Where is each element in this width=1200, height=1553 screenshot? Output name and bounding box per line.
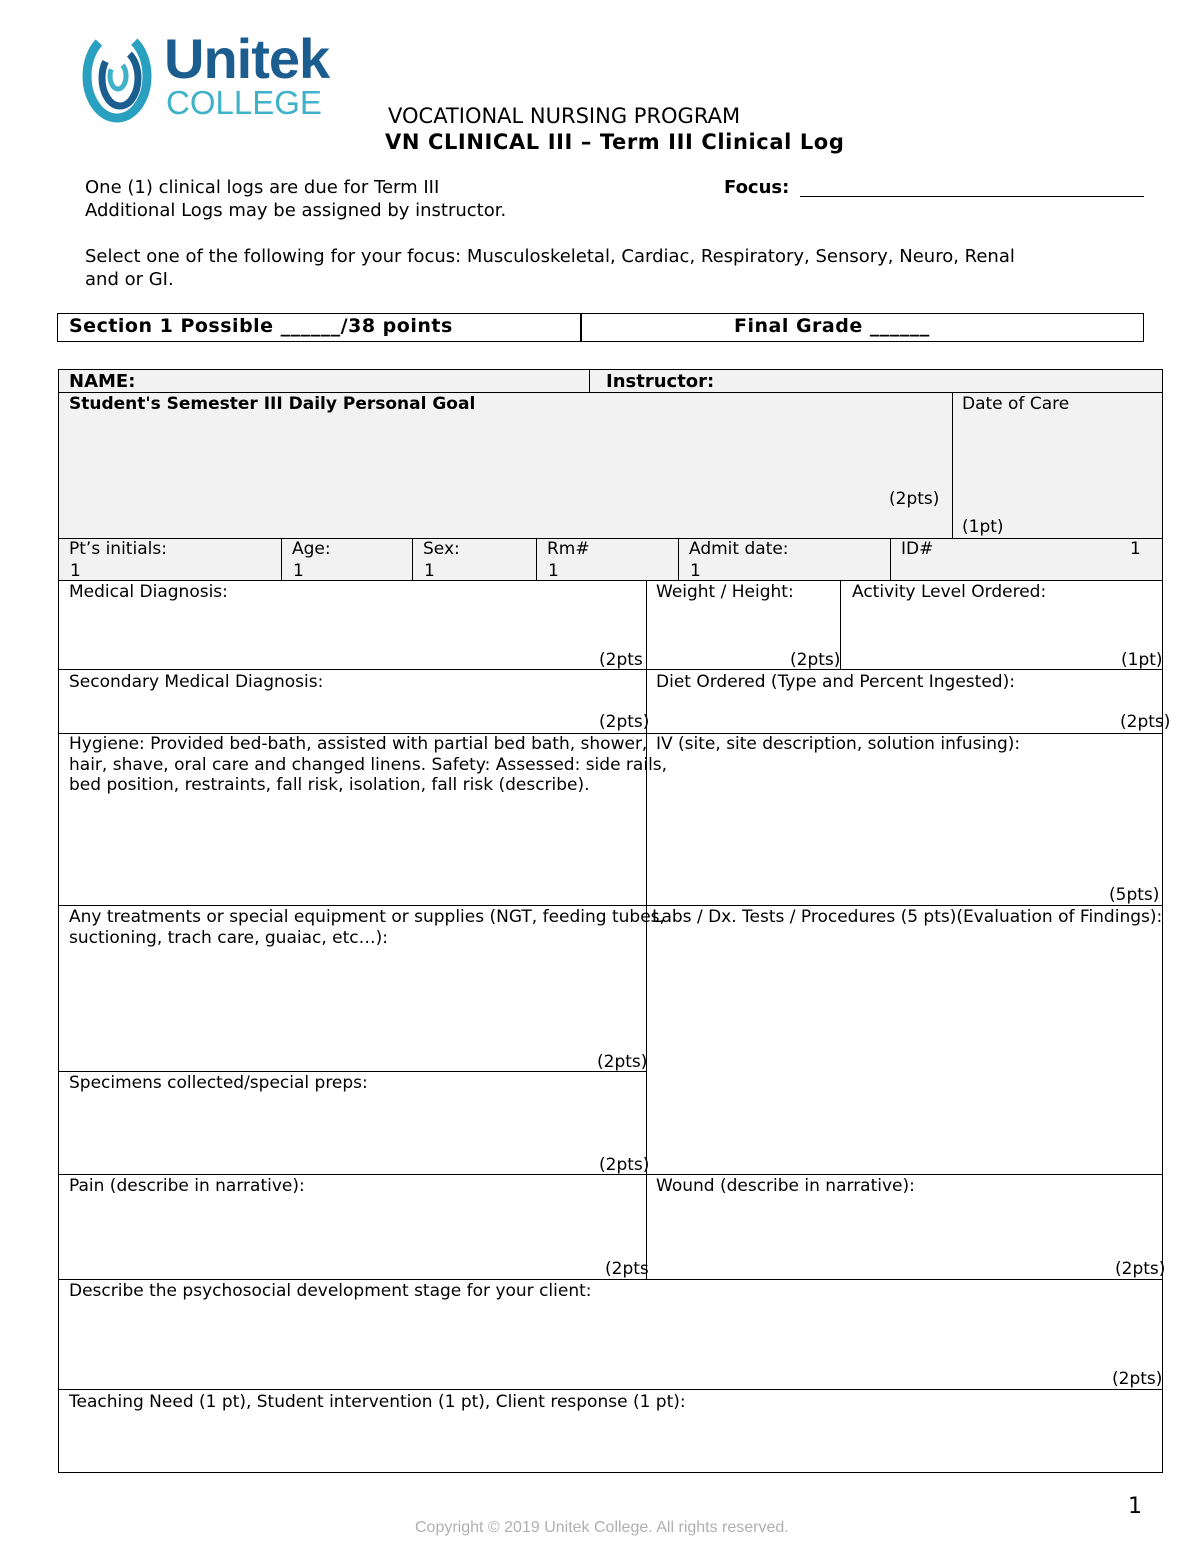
id-label: ID#: [901, 539, 934, 559]
psychosocial-field[interactable]: Describe the psychosocial development stage for your client:: [69, 1281, 592, 1301]
hline-name: [58, 392, 1163, 393]
secondary-diagnosis-field[interactable]: Secondary Medical Diagnosis:: [69, 672, 324, 692]
select-line-1: Select one of the following for your focus: Musculoskeletal, Cardiac, Respiratory, Sensory, Neuro, Renal: [85, 246, 1015, 267]
vline-admit: [678, 538, 679, 580]
logo: [82, 26, 330, 130]
date-points: (1pt): [962, 517, 1004, 537]
medical-diagnosis-field[interactable]: Medical Diagnosis:: [69, 582, 228, 602]
hline-goal: [58, 538, 1163, 539]
select-line-2: and or GI.: [85, 269, 174, 290]
instructor-field[interactable]: Instructor:: [606, 371, 715, 392]
name-field[interactable]: NAME:: [69, 371, 136, 392]
hline-psycho: [58, 1389, 1163, 1390]
weight-height-field[interactable]: Weight / Height:: [656, 582, 794, 602]
teaching-field[interactable]: Teaching Need (1 pt), Student intervention (1 pt), Client response (1 pt):: [69, 1392, 686, 1412]
goal-points: (2pts): [889, 489, 940, 509]
sex-value[interactable]: 1: [424, 561, 435, 581]
hygiene-line-3: bed position, restraints, fall risk, isolation, fall risk (describe).: [69, 775, 590, 795]
vline-rm: [536, 538, 537, 580]
logo-swirl-icon: [82, 26, 156, 126]
intro-line-1: One (1) clinical logs are due for Term III: [85, 177, 440, 198]
admit-date-label: Admit date:: [689, 539, 789, 559]
vline-sex: [412, 538, 413, 580]
personal-goal-field[interactable]: Student's Semester III Daily Personal Goal: [69, 394, 476, 414]
pt-initials-value[interactable]: 1: [70, 561, 81, 581]
date-of-care-field[interactable]: Date of Care: [962, 394, 1070, 414]
pt-initials-label: Pt’s initials:: [69, 539, 167, 559]
hline-pain: [58, 1279, 1163, 1280]
sex-label: Sex:: [423, 539, 460, 559]
pain-points: (2pts: [605, 1259, 649, 1279]
id-value[interactable]: 1: [1130, 539, 1141, 559]
vline-id: [890, 538, 891, 580]
psychosocial-points: (2pts): [1112, 1369, 1163, 1389]
age-value[interactable]: 1: [293, 561, 304, 581]
secondary-diagnosis-points: (2pts): [599, 712, 650, 732]
vline-name: [589, 369, 590, 392]
labs-field[interactable]: Labs / Dx. Tests / Procedures (5 pts)(Evaluation of Findings):: [652, 907, 1163, 927]
wound-field[interactable]: Wound (describe in narrative):: [656, 1176, 915, 1196]
iv-points: (5pts): [1109, 885, 1160, 905]
pain-field[interactable]: Pain (describe in narrative):: [69, 1176, 305, 1196]
iv-field[interactable]: IV (site, site description, solution infusing):: [656, 734, 1021, 754]
hline-treat: [58, 1071, 646, 1072]
section-possible: Section 1 Possible ______/38 points: [69, 315, 453, 337]
copyright: Copyright © 2019 Unitek College. All rights reserved.: [415, 1519, 789, 1536]
activity-level-field[interactable]: Activity Level Ordered:: [852, 582, 1047, 602]
intro-line-2: Additional Logs may be assigned by instructor.: [85, 200, 507, 221]
hygiene-line-1[interactable]: Hygiene: Provided bed-bath, assisted with partial bed bath, shower,: [69, 734, 648, 754]
focus-field-line[interactable]: [800, 196, 1144, 197]
specimens-field[interactable]: Specimens collected/special preps:: [69, 1073, 368, 1093]
treatments-line-2: suctioning, trach care, guaiac, etc…):: [69, 928, 388, 948]
program-title: VOCATIONAL NURSING PROGRAM: [388, 104, 741, 128]
vline-age: [281, 538, 282, 580]
diet-ordered-field[interactable]: Diet Ordered (Type and Percent Ingested):: [656, 672, 1015, 692]
logo-name: Unitek: [164, 27, 330, 90]
vline-date: [952, 392, 953, 538]
diet-ordered-points: (2pts): [1120, 712, 1171, 732]
focus-label: Focus:: [724, 177, 790, 198]
hline-hygiene: [58, 905, 1163, 906]
admit-date-value[interactable]: 1: [690, 561, 701, 581]
activity-level-points: (1pt): [1121, 650, 1163, 670]
hline-patient: [58, 580, 1163, 581]
logo-subtitle: COLLEGE: [166, 84, 322, 121]
medical-diagnosis-points: (2pts: [599, 650, 643, 670]
hygiene-line-2: hair, shave, oral care and changed linens. Safety: Assessed: side rails,: [69, 755, 668, 775]
grade-bar-divider: [580, 313, 582, 342]
treatments-points: (2pts): [597, 1052, 648, 1072]
age-label: Age:: [292, 539, 331, 559]
log-title: VN CLINICAL III – Term III Clinical Log: [385, 130, 845, 154]
final-grade: Final Grade ______: [734, 315, 930, 337]
treatments-line-1[interactable]: Any treatments or special equipment or supplies (NGT, feeding tubes,: [69, 907, 665, 927]
weight-height-points: (2pts): [790, 650, 841, 670]
page-number: 1: [1128, 1494, 1142, 1519]
rm-value[interactable]: 1: [548, 561, 559, 581]
rm-label: Rm#: [547, 539, 590, 559]
specimens-points: (2pts): [599, 1155, 650, 1175]
wound-points: (2pts): [1115, 1259, 1166, 1279]
